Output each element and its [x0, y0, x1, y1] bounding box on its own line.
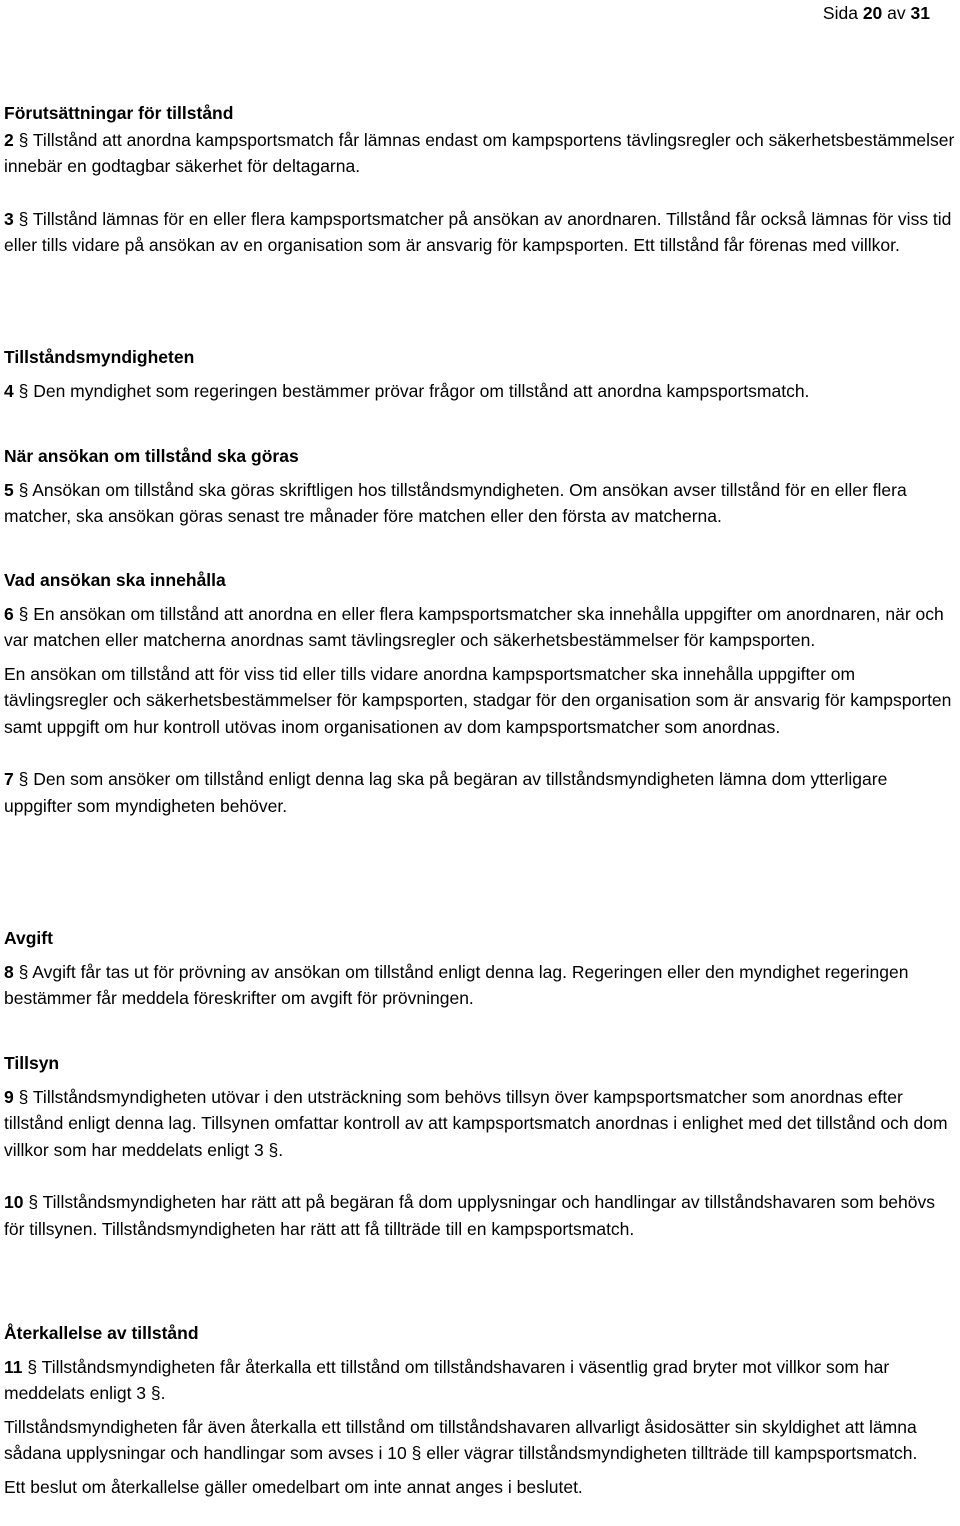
- section-when-to-apply: [4, 443, 956, 530]
- page-prefix: Sida: [822, 3, 858, 23]
- paragraph-number: 4: [4, 380, 14, 401]
- paragraph-6: [4, 601, 956, 654]
- section-title: Avgift: [4, 928, 53, 948]
- section-title: Återkallelse av tillstånd: [4, 1323, 199, 1343]
- section-sign: §: [28, 1192, 39, 1212]
- section-prerequisites: [4, 100, 956, 259]
- paragraph-number: 2: [4, 129, 14, 150]
- paragraph-number: 3: [4, 208, 14, 229]
- paragraph-9: [4, 1084, 956, 1164]
- section-revocation: [4, 1320, 956, 1500]
- paragraph-number: 11: [4, 1356, 23, 1377]
- paragraph-11-second: [4, 1414, 956, 1467]
- paragraph-number: 7: [4, 769, 14, 789]
- paragraph-3: [4, 206, 956, 259]
- section-sign: §: [18, 769, 29, 789]
- paragraph-number: 10: [4, 1192, 24, 1212]
- page-total: 31: [910, 3, 930, 23]
- page-number: [823, 0, 930, 27]
- paragraph-text: Tillstånd att anordna kampsportsmatch får lämnas endast om kampsportens tävlingsregler och säkerhetsbestämmelser innebär en godtagbar säkerhet för deltagarna.: [4, 129, 955, 176]
- paragraph-text: En ansökan om tillstånd att för viss tid eller tills vidare anordna kampsportsmatcher ska innehålla uppgifter om tävlingsregler och säkerhetsbestämmelser för kampsporten, stadgar för den organisation som är ansvarig för kampsporten samt uppgift om hur kontroll utövas inom organisationen av dom kampsportsmatcher som anordnas.: [4, 663, 952, 737]
- section-title: Förutsättningar för tillstånd: [4, 103, 234, 123]
- section-title: Tillståndsmyndigheten: [4, 347, 195, 367]
- paragraph-10: [4, 1189, 956, 1242]
- section-sign: §: [18, 1086, 29, 1107]
- page-current: 20: [862, 3, 883, 23]
- paragraph-text: Tillståndsmyndigheten får även återkalla ett tillstånd om tillståndshavaren allvarligt åsidosätter sin skyldighet att lämna sådana upplysningar och handlingar som avses i 10 § eller vägrar tillståndsmyndigheten tillträde till kampsportsmatch.: [4, 1416, 918, 1463]
- paragraph-text: Ansökan om tillstånd ska göras skriftligen hos tillståndsmyndigheten. Om ansökan avser tillstånd för en eller flera matcher, ska ansökan göras senast tre månader före matchen eller den första av matcherna.: [4, 479, 907, 526]
- paragraph-7: [4, 766, 956, 819]
- section-title: Vad ansökan ska innehålla: [4, 570, 226, 590]
- paragraph-text: Avgift får tas ut för prövning av ansökan om tillstånd enligt denna lag. Regeringen eller den myndighet regeringen bestämmer får meddela föreskrifter om avgift för prövningen.: [4, 961, 909, 1008]
- paragraph-8: [4, 959, 956, 1012]
- paragraph-number: 8: [4, 961, 14, 982]
- section-fee: [4, 925, 956, 1012]
- paragraph-11-third: [4, 1474, 956, 1501]
- paragraph-text: Tillståndsmyndigheten utövar i den utsträckning som behövs tillsyn över kampsportsmatcher som anordnas efter tillstånd enligt denna lag. Tillsynen omfattar kontroll av att kampsportsmatch anordnas i enlighet med det tillstånd och dom villkor som har meddelats enligt 3 §.: [4, 1086, 948, 1160]
- section-sign: §: [18, 380, 29, 401]
- section-sign: §: [18, 603, 29, 624]
- section-sign: §: [18, 961, 29, 982]
- section-authority: [4, 344, 956, 404]
- section-sign: §: [18, 129, 29, 150]
- paragraph-text: Den myndighet som regeringen bestämmer prövar frågor om tillstånd att anordna kampsportsmatch.: [33, 380, 810, 401]
- paragraph-2: [4, 127, 956, 180]
- paragraph-text: Den som ansöker om tillstånd enligt denna lag ska på begäran av tillståndsmyndigheten lämna dom ytterligare uppgifter som myndigheten behöver.: [4, 769, 888, 816]
- paragraph-5: [4, 477, 956, 530]
- section-sign: §: [27, 1356, 38, 1377]
- paragraph-text: Ett beslut om återkallelse gäller omedelbart om inte annat anges i beslutet.: [4, 1476, 583, 1497]
- paragraph-6-second: [4, 661, 956, 741]
- page-mid: av: [887, 3, 906, 23]
- paragraph-text: Tillståndsmyndigheten har rätt att på begäran få dom upplysningar och handlingar av tillståndshavaren som behövs för tillsynen. Tillståndsmyndigheten har rätt att få tillträde till en kampsportsmatch.: [4, 1192, 936, 1239]
- paragraph-number: 5: [4, 479, 14, 500]
- section-sign: §: [18, 208, 29, 229]
- section-title: När ansökan om tillstånd ska göras: [4, 446, 299, 466]
- section-sign: §: [18, 479, 29, 500]
- paragraph-number: 6: [4, 603, 14, 624]
- paragraph-4: [4, 378, 956, 405]
- paragraph-11: [4, 1354, 956, 1407]
- section-title: Tillsyn: [4, 1053, 60, 1073]
- paragraph-number: 9: [4, 1086, 14, 1107]
- paragraph-text: En ansökan om tillstånd att anordna en eller flera kampsportsmatcher ska innehålla uppgifter om anordnaren, när och var matchen eller matcherna anordnas samt tävlingsregler och säkerhetsbestämmelser för kampsporten.: [4, 603, 944, 650]
- paragraph-text: Tillståndsmyndigheten får återkalla ett tillstånd om tillståndshavaren i väsentlig grad bryter mot villkor som har meddelats enligt 3 §.: [4, 1356, 890, 1403]
- paragraph-text: Tillstånd lämnas för en eller flera kampsportsmatcher på ansökan av anordnaren. Tillstånd får också lämnas för viss tid eller tills vidare på ansökan av en organisation som är ansvarig för kampsporten. Ett tillstånd får förenas med villkor.: [4, 208, 952, 255]
- section-supervision: [4, 1050, 956, 1242]
- section-application-content: [4, 567, 956, 819]
